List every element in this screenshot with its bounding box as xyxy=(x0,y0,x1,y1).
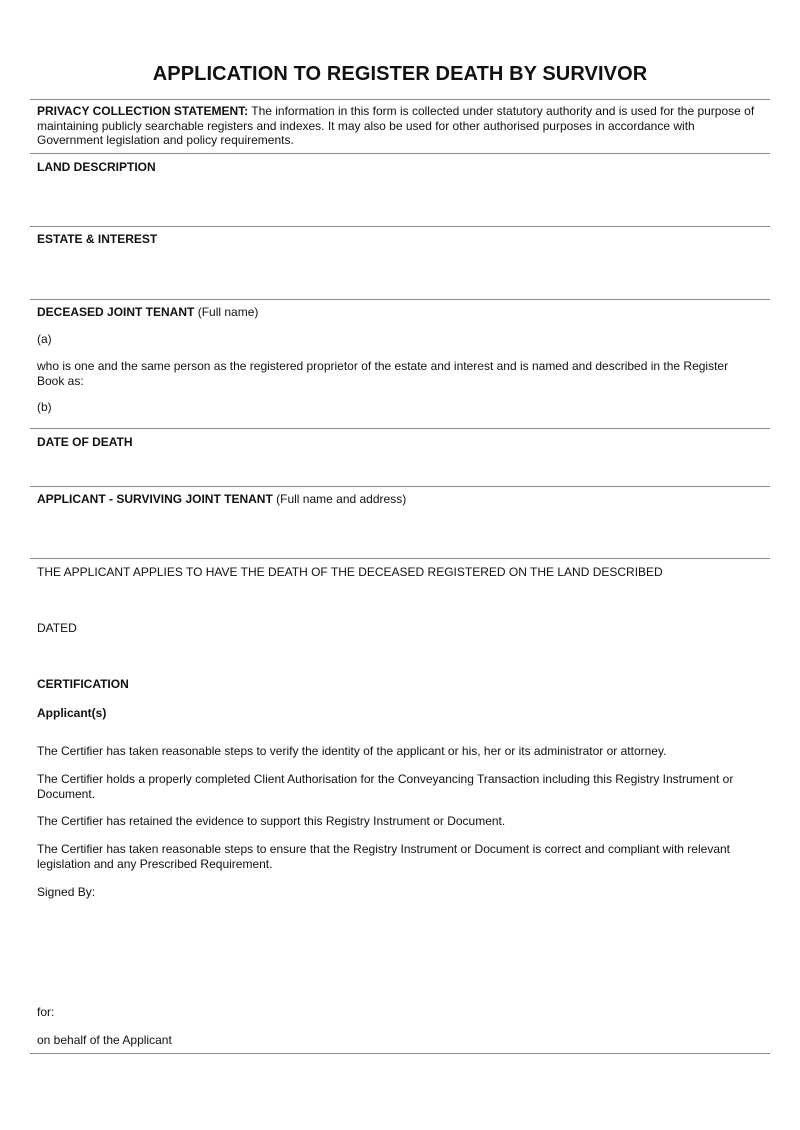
certification-sublabel: Applicant(s) xyxy=(37,706,107,720)
divider xyxy=(30,486,770,487)
divider xyxy=(30,558,770,559)
privacy-label: PRIVACY COLLECTION STATEMENT: xyxy=(37,104,249,118)
applicant-label: APPLICANT - SURVIVING JOINT TENANT xyxy=(37,492,273,506)
land-description-field[interactable] xyxy=(37,178,757,222)
application-statement: THE APPLICANT APPLIES TO HAVE THE DEATH OF THE DECEASED REGISTERED ON THE LAND DESCRIBED xyxy=(37,565,663,579)
deceased-item-b: (b) xyxy=(37,400,52,414)
deceased-joint-tenant-label: DECEASED JOINT TENANT xyxy=(37,305,195,319)
privacy-text: The information in this form is collected under statutory authority and is used for the purpose of maintaining publicly searchable registers and indexes. It may also be used for other authorised purposes in accordance with Government legislation and policy requirements. xyxy=(37,104,755,147)
date-of-death-field[interactable] xyxy=(37,453,757,481)
divider xyxy=(30,299,770,300)
dated-field[interactable] xyxy=(37,639,757,667)
certification-statement: The Certifier has taken reasonable steps to verify the identity of the applicant or his, her or its administrator or attorney. xyxy=(37,744,667,758)
certification-statement: The Certifier has retained the evidence to support this Registry Instrument or Document. xyxy=(37,814,506,828)
divider xyxy=(30,226,770,227)
divider xyxy=(30,99,770,100)
deceased-statement: who is one and the same person as the registered proprietor of the estate and interest and is named and described in the Register Book as: xyxy=(37,359,729,388)
applicant-note: (Full name and address) xyxy=(272,492,407,506)
divider xyxy=(30,428,770,429)
applicant-heading xyxy=(37,492,757,507)
divider xyxy=(30,153,770,154)
certification-statement: The Certifier has taken reasonable steps to ensure that the Registry Instrument or Document is correct and compliant with relevant legislation and any Prescribed Requirement. xyxy=(37,842,730,871)
land-description-label: LAND DESCRIPTION xyxy=(37,160,156,174)
deceased-joint-tenant-note: (Full name) xyxy=(194,305,259,319)
form-title: APPLICATION TO REGISTER DEATH BY SURVIVOR xyxy=(152,63,648,85)
estate-interest-label: ESTATE & INTEREST xyxy=(37,232,158,246)
dated-label: DATED xyxy=(37,621,77,635)
signed-by-label: Signed By: xyxy=(37,885,96,899)
for-label: for: xyxy=(37,1005,55,1019)
date-of-death-label: DATE OF DEATH xyxy=(37,435,133,449)
applicant-field[interactable] xyxy=(37,510,757,554)
deceased-item-a: (a) xyxy=(37,332,52,346)
certification-statement: The Certifier holds a properly completed Client Authorisation for the Conveyancing Transaction including this Registry Instrument or Document. xyxy=(37,772,734,801)
estate-interest-field[interactable] xyxy=(37,250,757,294)
deceased-joint-tenant-heading xyxy=(37,305,757,320)
certification-label: CERTIFICATION xyxy=(37,677,129,691)
on-behalf-label: on behalf of the Applicant xyxy=(37,1033,172,1047)
privacy-statement xyxy=(37,104,757,148)
divider xyxy=(30,1053,770,1054)
